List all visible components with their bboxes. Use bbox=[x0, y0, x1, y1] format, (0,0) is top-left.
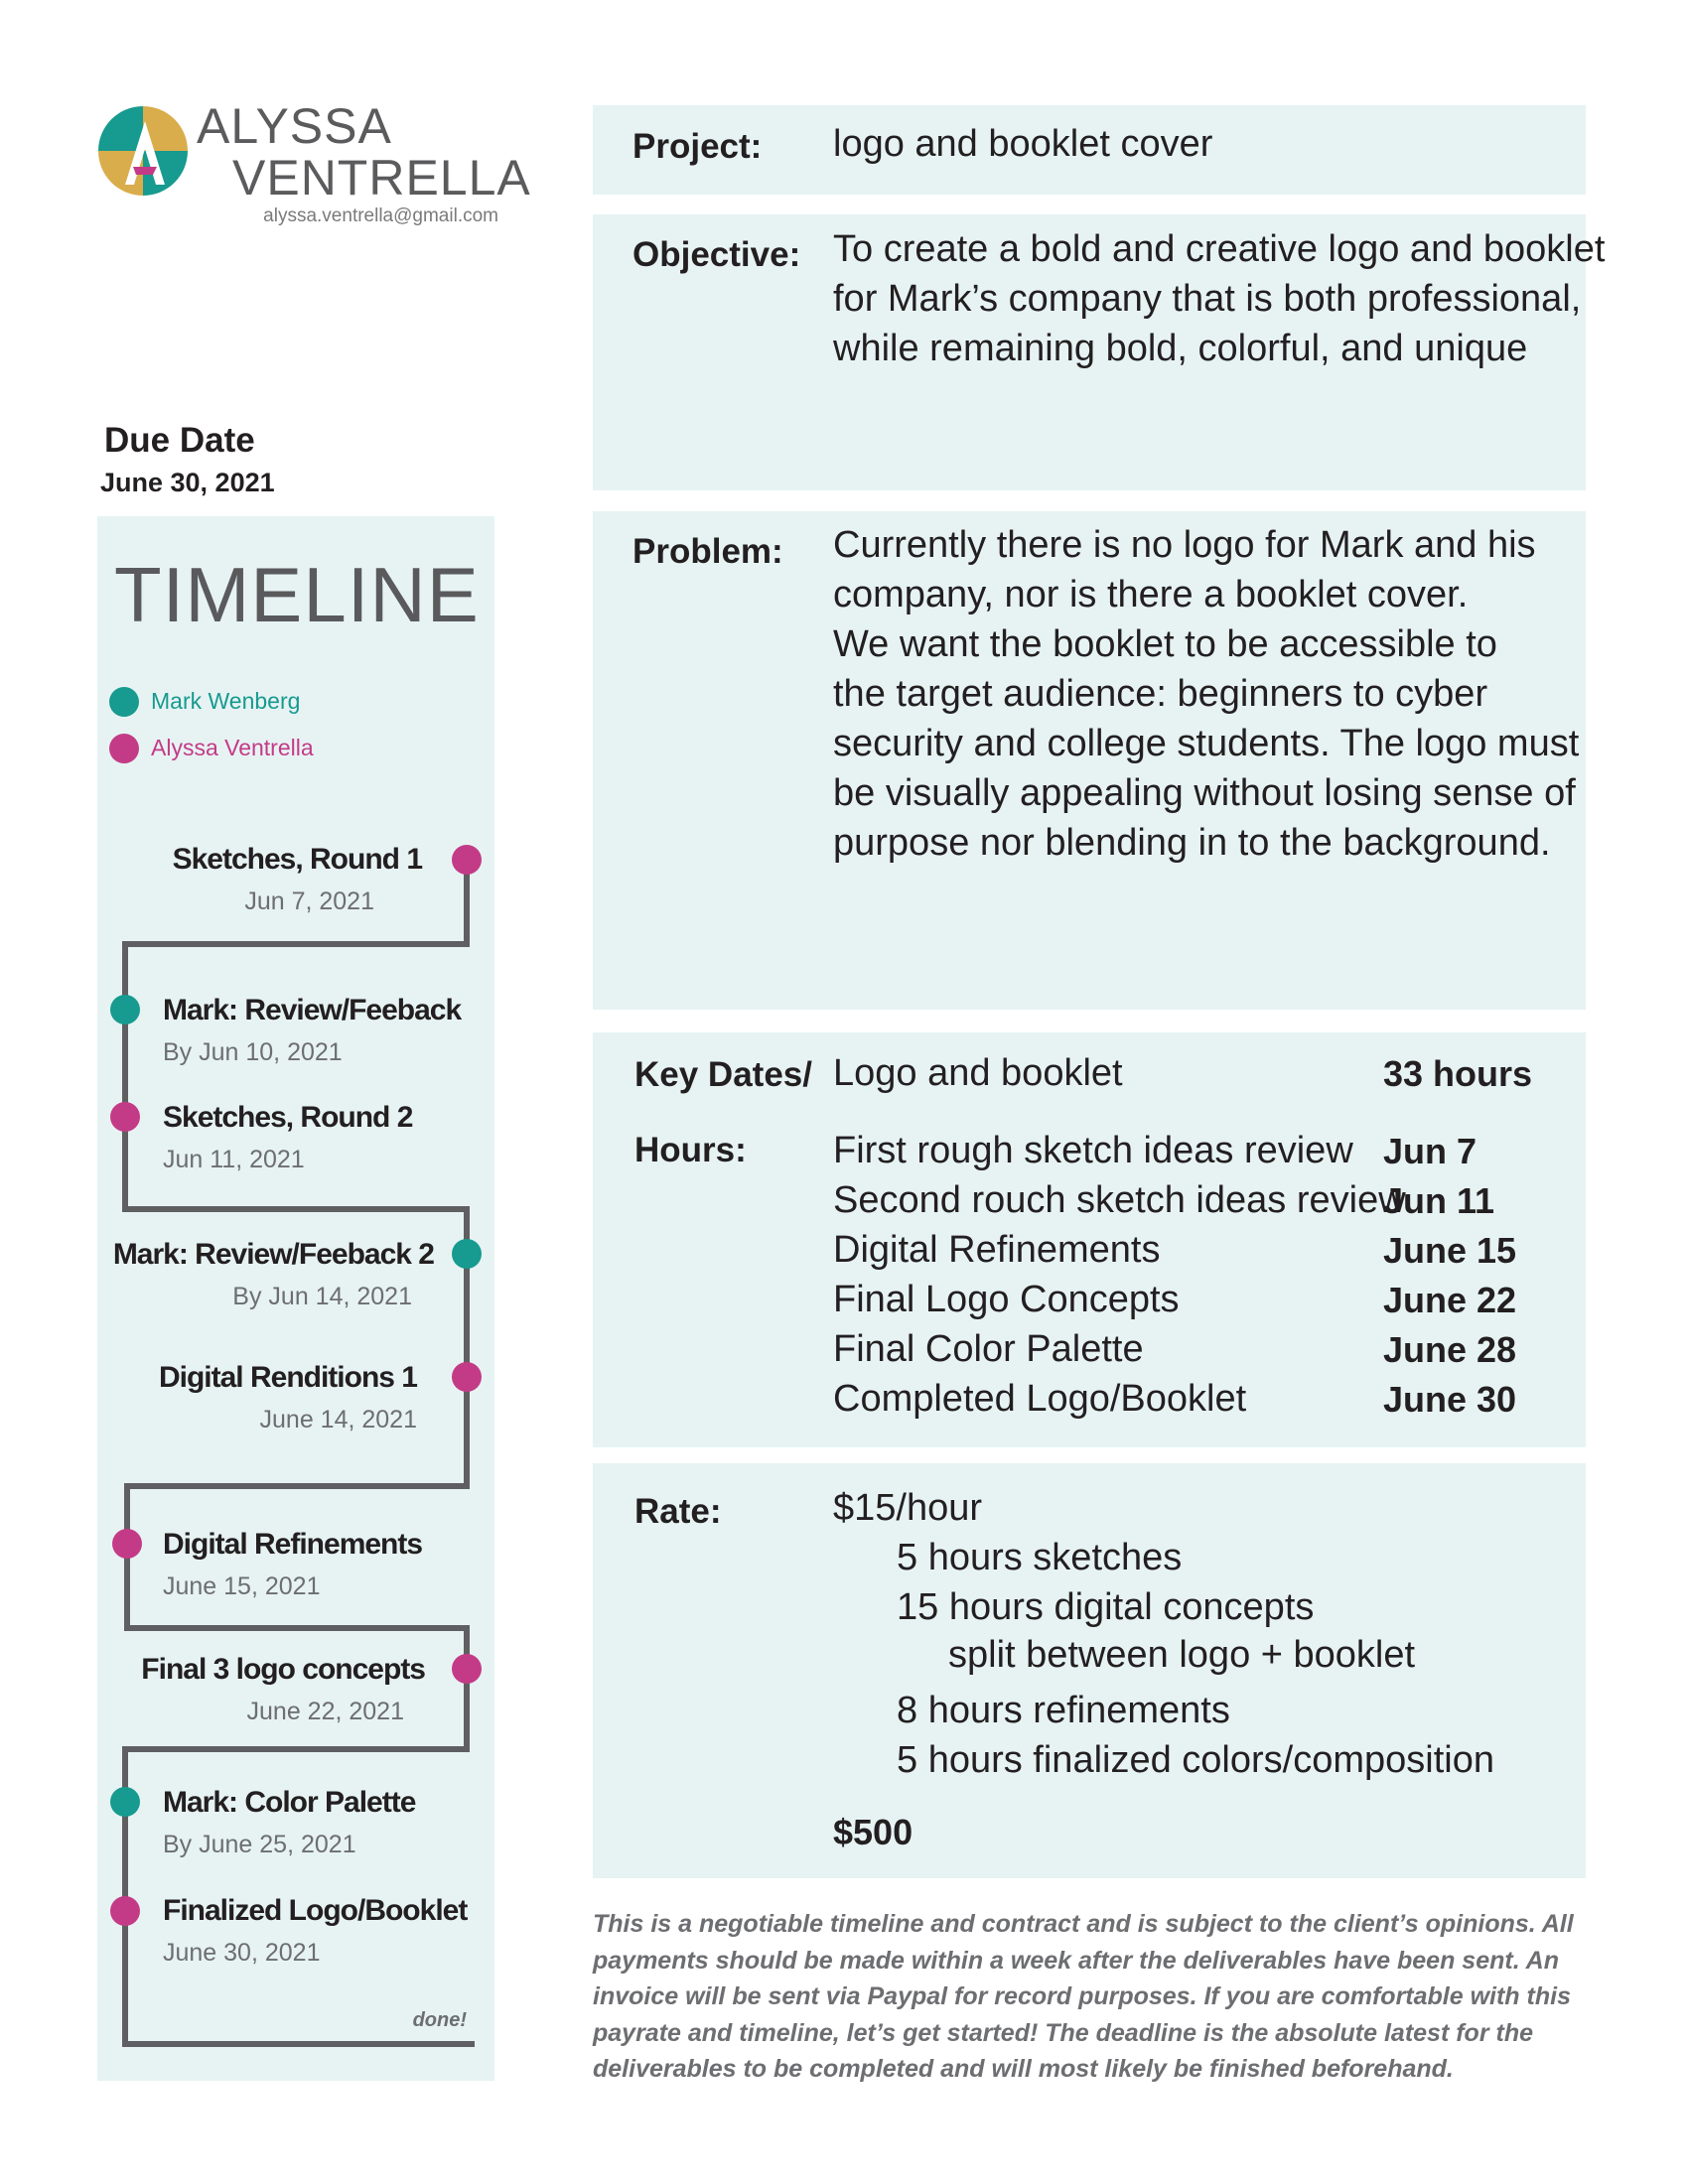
brand-name-last: VENTRELLA bbox=[232, 150, 531, 205]
timeline-event-title: Sketches, Round 1 bbox=[172, 843, 422, 876]
rate-breakdown-line: 5 hours sketches bbox=[897, 1537, 1183, 1578]
legend-label-mark: Mark Wenberg bbox=[151, 688, 301, 714]
due-date-value: June 30, 2021 bbox=[100, 468, 275, 497]
key-date-value: June 22 bbox=[1383, 1280, 1517, 1320]
legend-dot-alyssa bbox=[109, 734, 139, 763]
problem-label: Problem: bbox=[633, 532, 783, 571]
problem-line: company, nor is there a booklet cover. bbox=[833, 574, 1469, 615]
timeline-event-title: Final 3 logo concepts bbox=[141, 1653, 425, 1686]
problem-line: security and college students. The logo must bbox=[833, 723, 1580, 764]
key-date-item: Completed Logo/Booklet bbox=[833, 1378, 1247, 1420]
objective-line: while remaining bold, colorful, and unique bbox=[833, 328, 1528, 369]
problem-line: purpose nor blending in to the background. bbox=[833, 822, 1551, 864]
hours-label: Hours: bbox=[634, 1131, 747, 1169]
problem-panel bbox=[593, 511, 1586, 1010]
project-value: logo and booklet cover bbox=[833, 123, 1213, 165]
timeline-event-title: Mark: Review/Feeback 2 bbox=[112, 1238, 434, 1271]
footer-note: This is a negotiable timeline and contract and is subject to the client’s opinions. All payments should be made within a week after the deliverables have been sent. An invoice will be sent via Paypal for record purposes. If you are comfortable with this payrate and timeline, let’s get started! The deadline is the absolute latest for the deliverables to be completed and will most likely be finished beforehand. bbox=[593, 1910, 1574, 2083]
timeline-event-date: Jun 11, 2021 bbox=[163, 1146, 305, 1173]
objective-line: for Mark’s company that is both professional, bbox=[833, 278, 1582, 320]
problem-text bbox=[833, 520, 1579, 868]
key-date-item: Final Color Palette bbox=[833, 1328, 1144, 1370]
key-dates-label: Key Dates/ bbox=[634, 1055, 812, 1094]
timeline-event-title: Sketches, Round 2 bbox=[163, 1101, 413, 1134]
rate-breakdown-line: 8 hours refinements bbox=[897, 1690, 1230, 1731]
rate-per-hour: $15/hour bbox=[833, 1487, 983, 1529]
key-date-value: June 30 bbox=[1383, 1379, 1517, 1420]
project-panel bbox=[593, 105, 1586, 195]
timeline-event-title: Mark: Review/Feeback bbox=[163, 994, 462, 1026]
brand-name-first: ALYSSA bbox=[197, 98, 392, 154]
key-date-item: Final Logo Concepts bbox=[833, 1279, 1180, 1320]
timeline-event-date: By Jun 10, 2021 bbox=[163, 1038, 343, 1066]
timeline-event-date: June 22, 2021 bbox=[246, 1698, 404, 1725]
legend-dot-mark bbox=[109, 687, 139, 717]
objective-panel bbox=[593, 214, 1606, 490]
rate-breakdown-subline: split between logo + booklet bbox=[948, 1634, 1416, 1676]
key-date-value: Jun 11 bbox=[1383, 1180, 1495, 1221]
timeline-event-date: June 15, 2021 bbox=[163, 1572, 321, 1600]
key-date-item: Second rouch sketch ideas review bbox=[833, 1179, 1406, 1221]
timeline-event-date: June 30, 2021 bbox=[163, 1939, 321, 1967]
timeline-event-date: Jun 7, 2021 bbox=[244, 887, 374, 915]
problem-line: the target audience: beginners to cyber bbox=[833, 673, 1488, 715]
timeline-event-date: June 14, 2021 bbox=[259, 1406, 417, 1433]
project-label: Project: bbox=[633, 127, 763, 166]
problem-line: We want the booklet to be accessible to bbox=[833, 623, 1497, 665]
key-date-item: Digital Refinements bbox=[833, 1229, 1161, 1271]
key-date-value: June 28 bbox=[1383, 1329, 1517, 1370]
timeline-title: TIMELINE bbox=[114, 551, 480, 638]
problem-line: Currently there is no logo for Mark and his bbox=[833, 524, 1536, 566]
timeline-done-label: done! bbox=[412, 2009, 467, 2031]
rate-total: $500 bbox=[833, 1812, 914, 1852]
key-date-value: June 15 bbox=[1383, 1230, 1517, 1271]
contact-email: alyssa.ventrella@gmail.com bbox=[263, 205, 498, 226]
objective-label: Objective: bbox=[633, 235, 801, 274]
problem-line: be visually appealing without losing sense of bbox=[833, 772, 1576, 814]
timeline-event-title: Finalized Logo/Booklet bbox=[163, 1894, 468, 1927]
timeline-event-title: Digital Refinements bbox=[163, 1528, 423, 1561]
timeline-event-date: By Jun 14, 2021 bbox=[232, 1283, 412, 1310]
rate-label: Rate: bbox=[634, 1492, 722, 1531]
rate-panel bbox=[593, 1463, 1586, 1878]
rate-breakdown-line: 5 hours finalized colors/composition bbox=[897, 1739, 1494, 1781]
key-dates-panel bbox=[593, 1032, 1586, 1447]
timeline-event-title: Mark: Color Palette bbox=[163, 1786, 416, 1819]
objective-text bbox=[833, 224, 1605, 373]
timeline-event-title: Digital Renditions 1 bbox=[158, 1361, 417, 1394]
legend-label-alyssa: Alyssa Ventrella bbox=[151, 735, 314, 760]
rate-breakdown-line: 15 hours digital concepts bbox=[897, 1586, 1315, 1628]
logo-mark bbox=[95, 103, 191, 199]
key-dates-summary-item: Logo and booklet bbox=[833, 1052, 1123, 1094]
key-date-item: First rough sketch ideas review bbox=[833, 1130, 1353, 1171]
key-date-value: Jun 7 bbox=[1383, 1131, 1477, 1171]
timeline-event-date: By June 25, 2021 bbox=[163, 1831, 356, 1858]
objective-line: To create a bold and creative logo and booklet bbox=[833, 228, 1606, 270]
due-date-heading: Due Date bbox=[104, 421, 255, 460]
key-dates-summary-value: 33 hours bbox=[1383, 1053, 1533, 1094]
